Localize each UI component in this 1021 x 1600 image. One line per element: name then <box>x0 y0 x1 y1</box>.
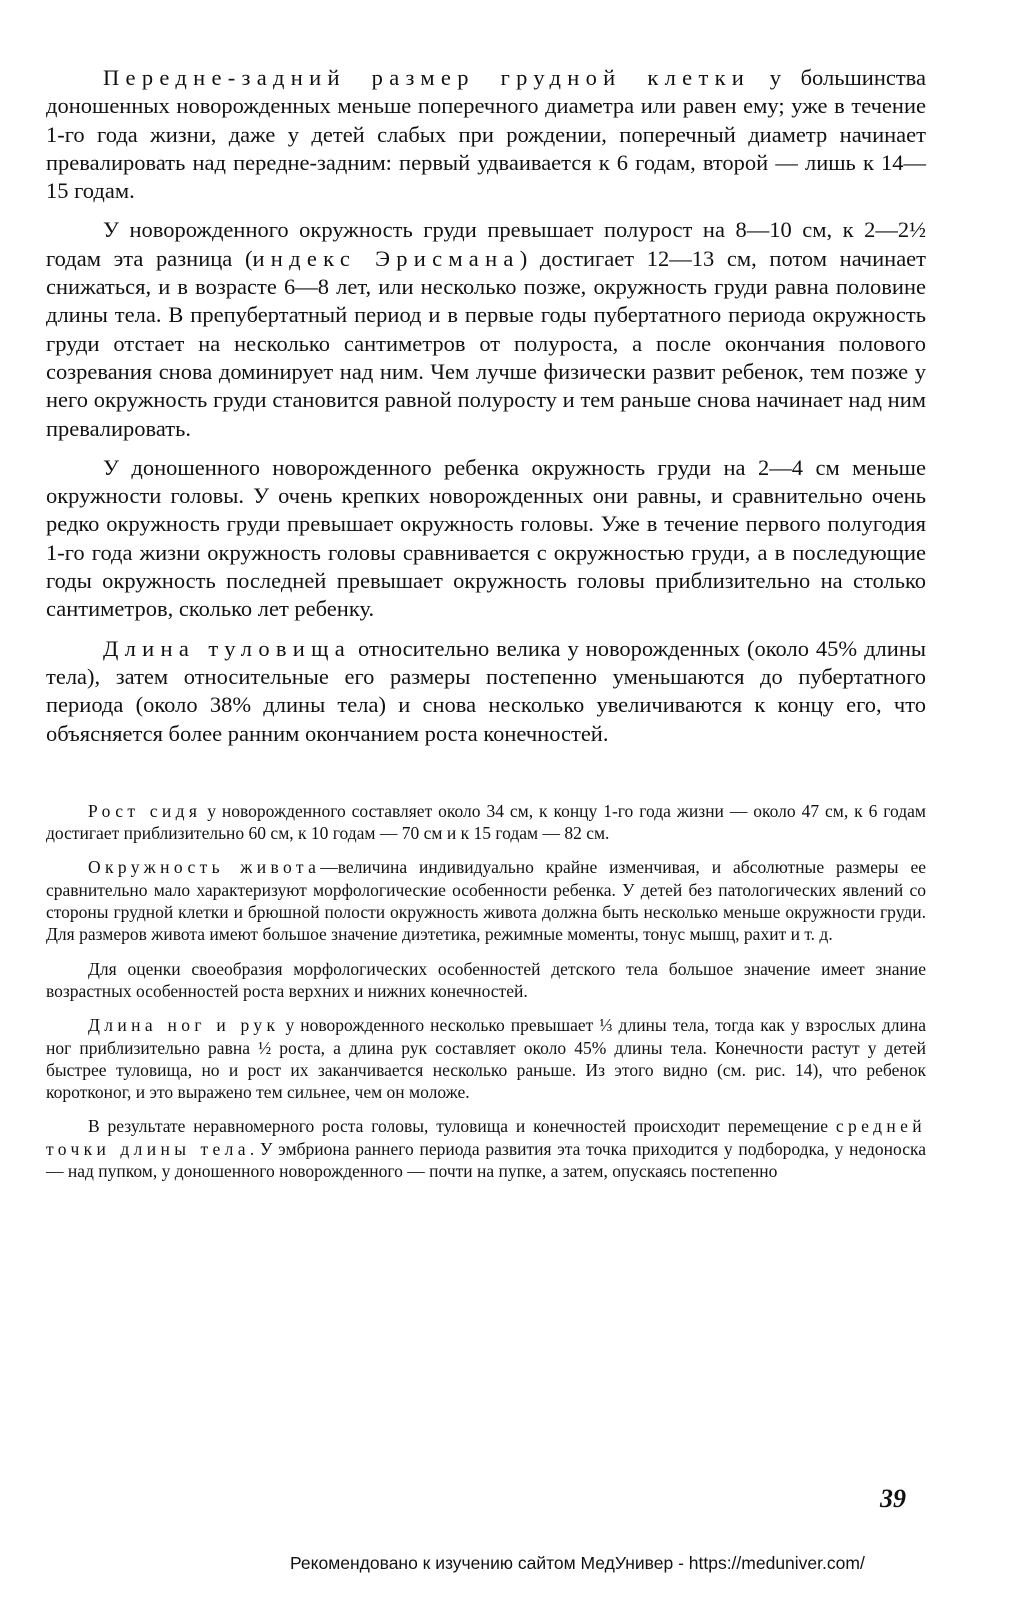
paragraph-chest-diameter <box>46 64 926 205</box>
paragraph-text: . У эмбриона раннего периода развития эта точка приходится у подбородка, у недоноска — над пупком, у доношенного новорожденного — почти на пупке, а затем, опускаясь постепенно <box>46 1138 926 1181</box>
term-chest-size: Передне-задний размер грудной клетки <box>103 65 751 90</box>
paragraph-sitting-height <box>46 800 926 845</box>
term-trunk-length: Длина туловища <box>103 635 352 661</box>
small-print-text <box>46 800 926 1182</box>
term-midpoint: средней точки длины тела <box>46 1116 926 1159</box>
page-content <box>46 64 926 1194</box>
term-limbs-length: Длина ног и рук <box>88 1015 280 1036</box>
paragraph-text: относительно велика у новорожденных (около 45% длины тела), затем относительные его размеры постепенно уменьшаются до пубертатного периода (около 38% длины тела) и снова несколько увеличиваются к концу его, что объясняется более ранним окончанием роста конечностей. <box>46 635 926 746</box>
paragraph-text: у новорожденного несколько превышает ⅓ длины тела, тогда как у взрослых длина ног приблизительно равна ½ роста, а длина рук составляет около 45% длины тела. Конечности растут у детей быстрее туловища, но и рост их заканчивается несколько раньше. Из этого видно (см. рис. 14), что ребенок коротконог, и это выражено тем сильнее, чем он моложе. <box>46 1015 926 1103</box>
paragraph-text: —величина индивидуально крайне изменчивая, и абсолютные размеры ее сравнительно мало характеризуют морфологические особенности ребенка. У детей без патологических явлений со стороны грудной клетки и брюшной полости окружность живота должна быть несколько меньше окружности груди. Для размеров живота имеют большое значение диэтетика, режимные моменты, тонус мышц, рахит и т. д. <box>46 857 926 945</box>
paragraph-text: у новорожденного составляет около 34 см, к концу 1-го года жизни — около 47 см, к 6 годам достигает приблизительно 60 см, к 10 годам — 70 см и к 15 годам — 82 см. <box>46 800 926 844</box>
paragraph-chest-circumference <box>46 216 926 442</box>
paragraph-limbs-length <box>46 1014 926 1103</box>
main-text <box>46 64 926 748</box>
paragraph-midpoint <box>46 1115 926 1182</box>
term-abdomen-circumference: Окружность живота <box>88 857 321 878</box>
page-number: 39 <box>880 1484 906 1513</box>
paragraph-text: ) достигает 12—13 см, потом начинает снижаться, и в возрасте 6—8 лет, или несколько позже, окружность груди равна половине длины тела. В препубертатный период и в первые годы пубертатного периода окружность груди отстает на несколько сантиметров от полуроста, а после окончания полового созревания снова доминирует над ним. Чем лучше физически развит ребенок, тем позже у него окружность груди становится равной полуросту и тем раньше снова начинает над ним превалировать. <box>46 245 926 441</box>
paragraph-text: В результате неравномерного роста головы, туловища и конечностей происходит перемещение <box>88 1116 836 1137</box>
paragraph-abdomen <box>46 856 926 945</box>
footer-recommendation: Рекомендовано к изучению сайтом МедУнивер - https://meduniver.com/ <box>290 1553 865 1573</box>
paragraph-trunk-length <box>46 635 926 748</box>
term-sitting-height: Рост сидя <box>88 800 202 821</box>
term-erisman-index: индекс Эрисмана <box>252 245 520 271</box>
paragraph-text: У новорожденного окружность груди превышает полурост на 8—10 см, к 2—2½ годам эта разница ( <box>46 217 926 271</box>
paragraph-head-chest: У доношенного новорожденного ребенка окружность груди на 2—4 см меньше окружности головы. У очень крепких новорожденных они равны, и сравнительно очень редко окружность груди превышает окружность головы. Уже в течение первого полугодия 1-го года жизни окружность головы сравнивается с окружностью груди, а в последующие годы окружность последней превышает окружность головы приблизительно на столько сантиметров, сколько лет ребенку. <box>46 454 926 622</box>
paragraph-text: у большинства доношенных новорожденных меньше поперечного диаметра или равен ему; уже в течение 1-го года жизни, даже у детей слабых при рождении, поперечный диаметр начинает превалировать над передне-задним: первый удваивается к 6 годам, второй — лишь к 14—15 годам. <box>46 65 926 204</box>
paragraph-limbs-intro: Для оценки своеобразия морфологических особенностей детского тела большое значение имеет знание возрастных особенностей роста верхних и нижних конечностей. <box>46 958 926 1001</box>
